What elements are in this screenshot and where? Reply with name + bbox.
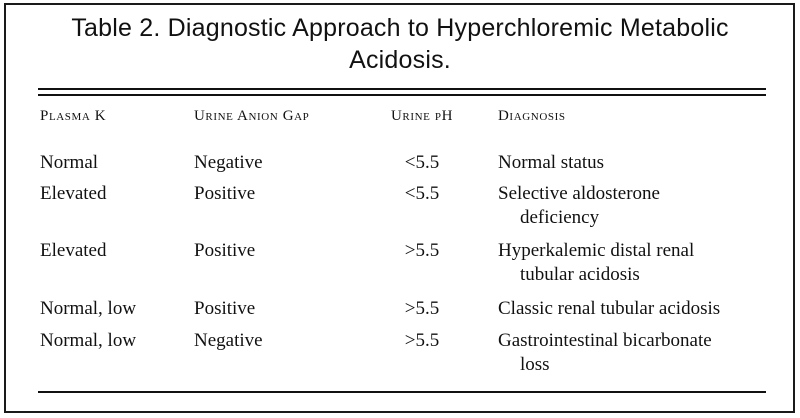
table-title [0, 12, 800, 76]
row-2-urine-ph: <5.5 [404, 183, 440, 204]
row-1-diagnosis-line-1: Normal status [498, 152, 605, 173]
row-4-diagnosis-line-1: Classic renal tubular acidosis [498, 298, 721, 319]
table-title-line-1: Table 2. Diagnostic Approach to Hyperchloremic Metabolic [71, 14, 729, 42]
row-5-diagnosis-line-1: Gastrointestinal bicarbonate [498, 330, 712, 351]
row-5-urine-ph: >5.5 [404, 330, 440, 351]
row-4-diagnosis [498, 297, 720, 321]
row-3-diagnosis [498, 239, 694, 287]
row-1-urine-anion-gap: Negative [194, 152, 263, 173]
row-2-plasma-k: Elevated [40, 183, 107, 204]
row-4-urine-anion-gap: Positive [194, 298, 256, 319]
row-2-diagnosis-line-2: deficiency [520, 207, 600, 228]
table-title-line-2: Acidosis. [349, 46, 451, 74]
header-urine-anion-gap: Urine Anion Gap [194, 108, 310, 124]
row-1-urine-ph: <5.5 [404, 152, 440, 173]
row-5-diagnosis-line-2: loss [520, 354, 550, 375]
top-rule-upper [38, 88, 766, 90]
row-3-urine-ph: >5.5 [404, 240, 440, 261]
row-5-plasma-k: Normal, low [40, 330, 137, 351]
row-4-plasma-k: Normal, low [40, 298, 137, 319]
top-rule-lower [38, 94, 766, 96]
row-5-diagnosis [498, 329, 712, 377]
row-2-diagnosis [498, 182, 660, 230]
row-1-plasma-k: Normal [40, 152, 99, 173]
header-urine-ph: Urine pH [391, 108, 453, 124]
row-2-urine-anion-gap: Positive [194, 183, 256, 204]
bottom-rule [38, 391, 766, 393]
row-3-plasma-k: Elevated [40, 240, 107, 261]
row-3-diagnosis-line-1: Hyperkalemic distal renal [498, 240, 695, 261]
header-plasma-k: Plasma K [40, 108, 107, 124]
row-2-diagnosis-line-1: Selective aldosterone [498, 183, 660, 204]
row-5-urine-anion-gap: Negative [194, 330, 263, 351]
row-4-urine-ph: >5.5 [404, 298, 440, 319]
row-3-diagnosis-line-2: tubular acidosis [520, 264, 640, 285]
row-3-urine-anion-gap: Positive [194, 240, 256, 261]
header-diagnosis: Diagnosis [498, 108, 566, 124]
row-1-diagnosis [498, 151, 604, 175]
